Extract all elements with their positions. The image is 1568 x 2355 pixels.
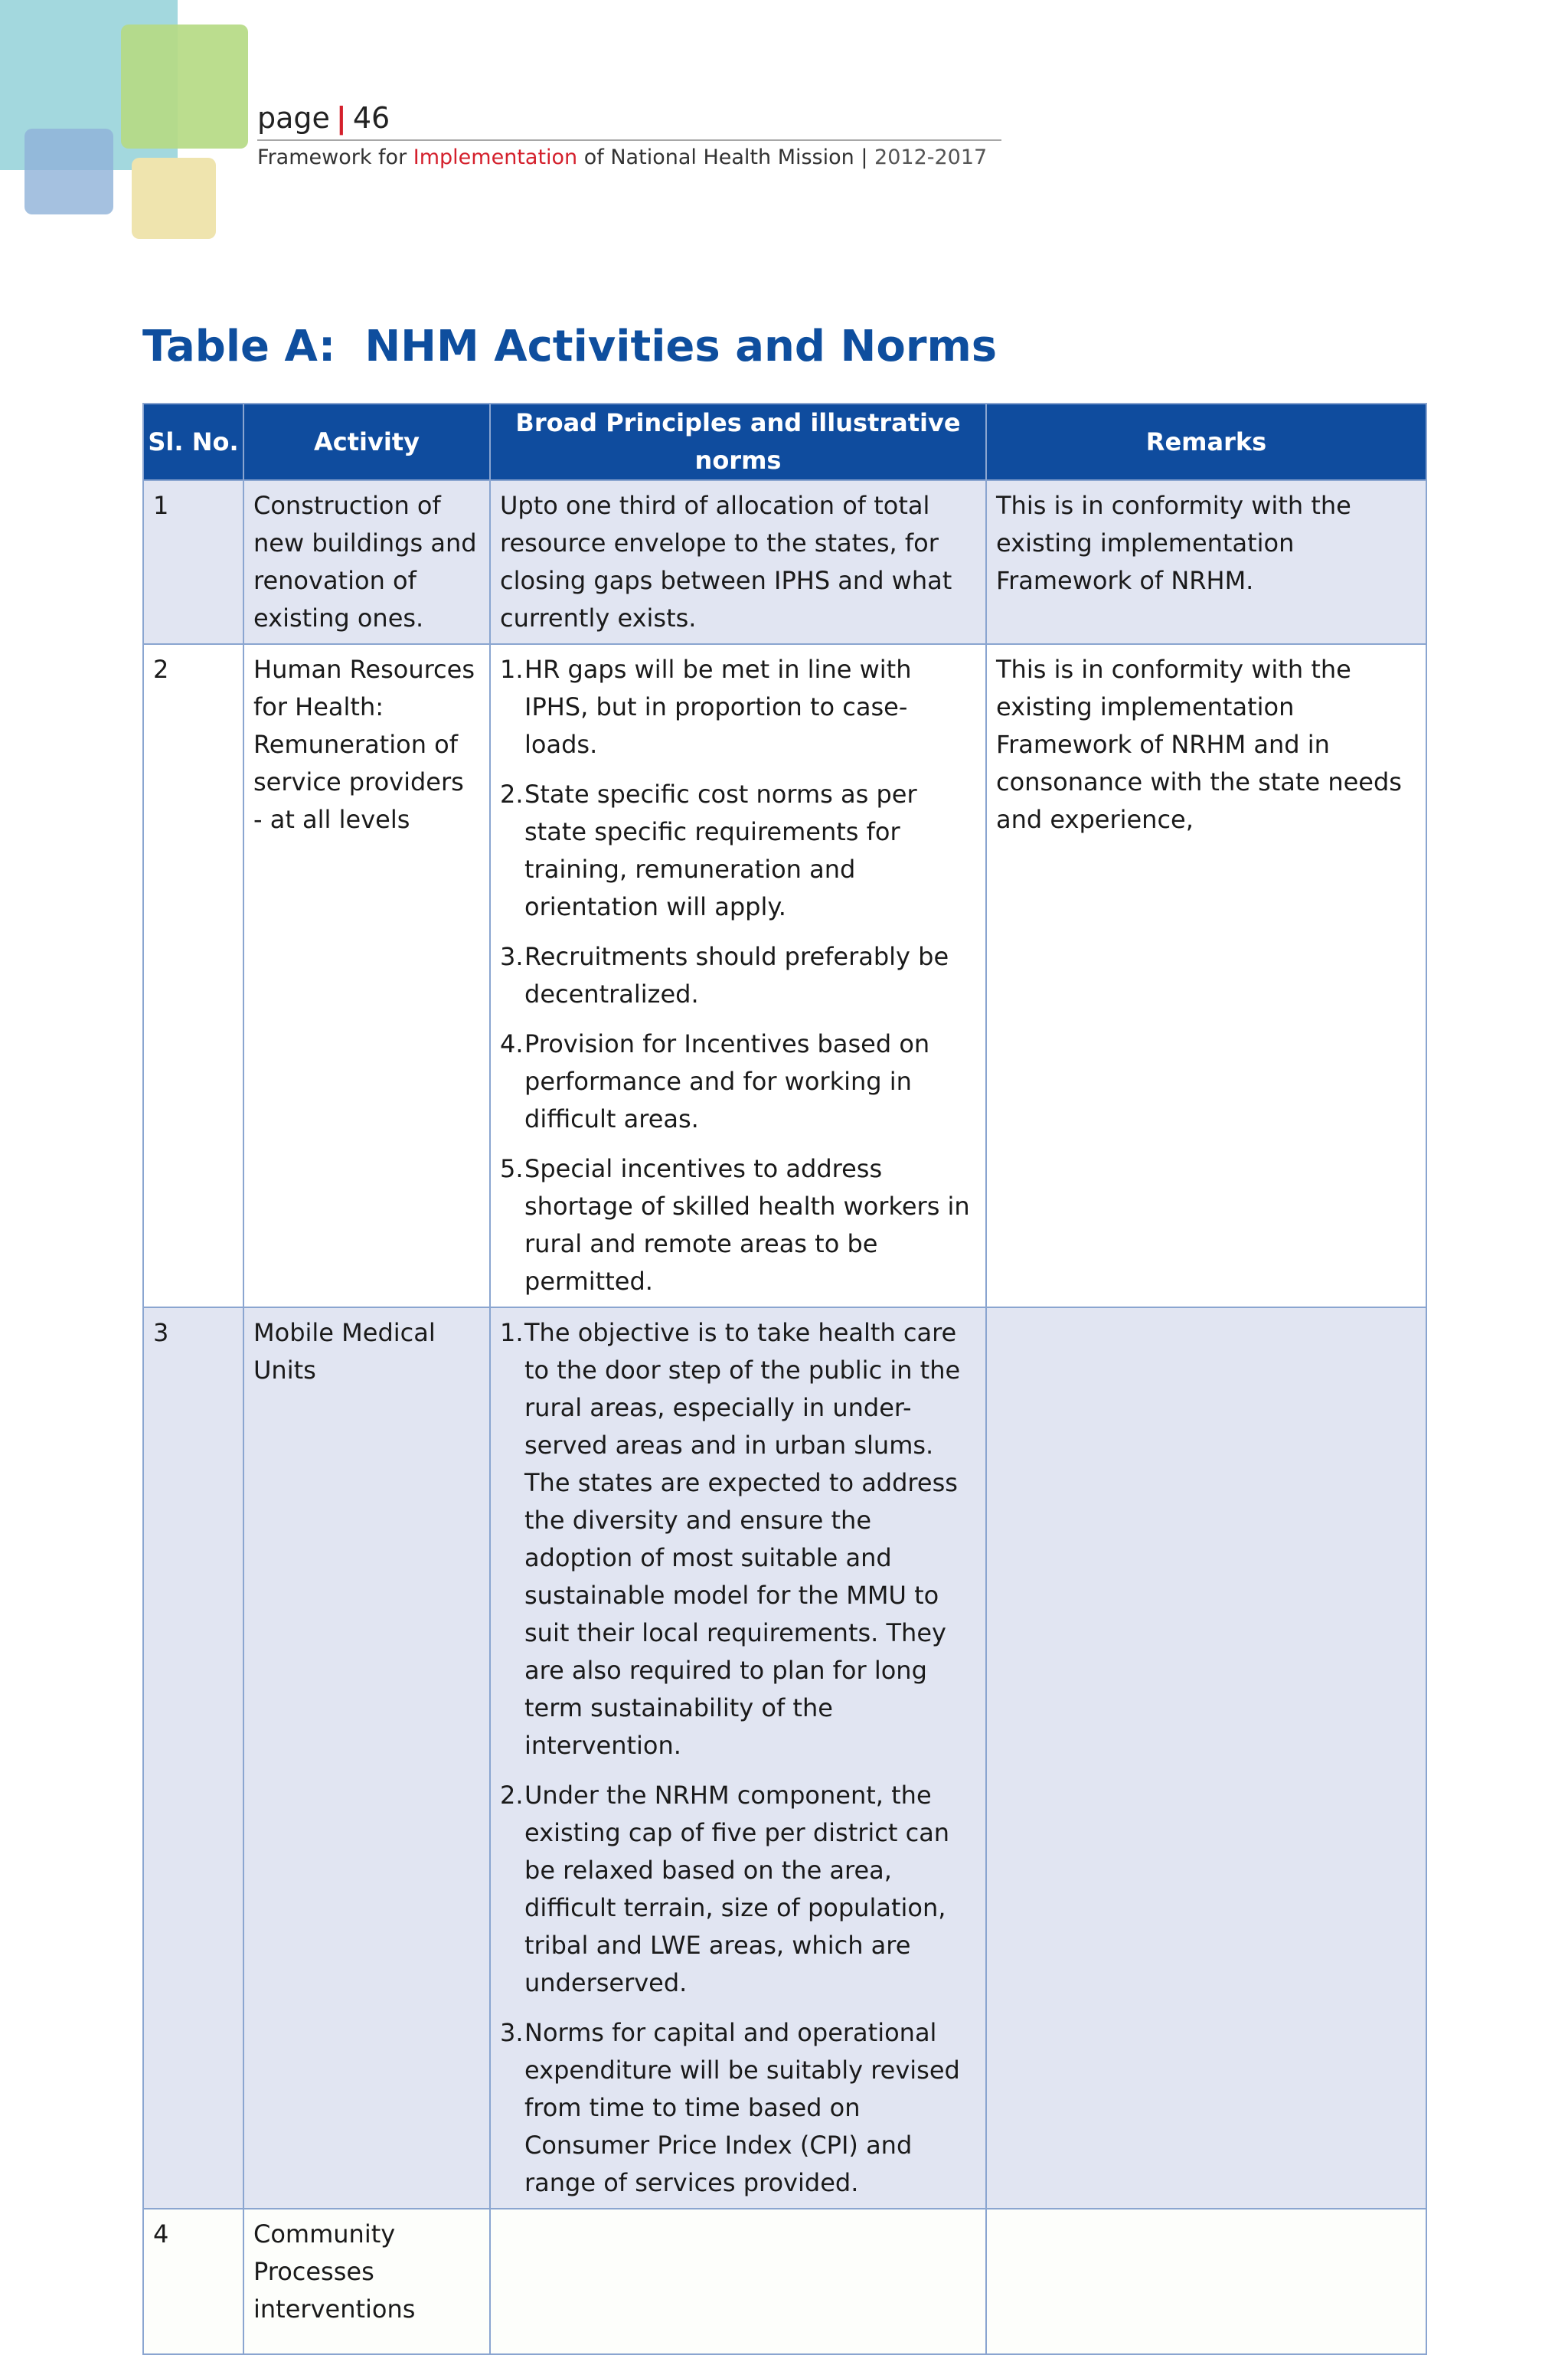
col-header-remarks: Remarks	[986, 404, 1426, 480]
col-header-sl-no: Sl. No.	[143, 404, 243, 480]
subtitle-pre: Framework for	[257, 146, 413, 169]
col-header-activity: Activity	[243, 404, 490, 480]
list-item: 4. Provision for Incentives based on performance and for working in difficult areas.	[500, 1029, 930, 1133]
cell-activity: Construction of new buildings and renovation of existing ones.	[243, 480, 490, 644]
cell-principles	[490, 644, 986, 1307]
table-title-label: Table A:	[142, 322, 336, 371]
page-header	[257, 98, 1001, 173]
list-item: 1. HR gaps will be met in line with IPHS, but in proportion to case-loads.	[500, 655, 912, 759]
col-header-principles: Broad Principles and illustrative norms	[490, 404, 986, 480]
list-item: 3. Recruitments should preferably be decentralized.	[500, 942, 949, 1009]
page-separator: |	[335, 101, 347, 135]
principles-list	[500, 1314, 976, 2202]
cell-sl-no: 2	[143, 644, 243, 1307]
principles-list	[500, 651, 976, 1300]
table-title	[142, 322, 997, 371]
cell-principles	[490, 1307, 986, 2209]
cell-remarks	[986, 2209, 1426, 2354]
cell-principles	[490, 2209, 986, 2354]
cell-sl-no: 1	[143, 480, 243, 644]
page-number-line	[257, 98, 1001, 138]
page-label: page	[257, 101, 330, 135]
list-item: 2. State specific cost norms as per state specific requirements for training, remuneration and orientation will apply.	[500, 780, 917, 921]
table-title-name: NHM Activities and Norms	[364, 322, 998, 371]
subtitle-accent: Implementation	[413, 146, 578, 169]
list-item: 3. Norms for capital and operational expenditure will be suitably revised from time to time based on Consumer Price Index (CPI) and range of services provided.	[500, 2018, 960, 2197]
table-header-row	[143, 404, 1426, 480]
cell-remarks: This is in conformity with the existing implementation Framework of NRHM.	[986, 480, 1426, 644]
subtitle-separator: |	[854, 146, 875, 169]
table-row	[143, 2209, 1426, 2354]
decor-square-yellow	[132, 158, 216, 239]
norms-table	[142, 403, 1427, 2355]
cell-remarks	[986, 1307, 1426, 2209]
cell-activity: Community Processes interventions	[243, 2209, 490, 2354]
header-rule	[257, 139, 1001, 141]
subtitle-post: of National Health Mission	[577, 146, 854, 169]
document-subtitle	[257, 142, 1001, 173]
cell-sl-no: 3	[143, 1307, 243, 2209]
list-item: 1. The objective is to take health care to the door step of the public in the rural areas, especially in under-served areas and in urban slums. The states are expected to address the diversity and ensure the adoption of most suitable and sustainable model for the MMU to suit their local requirements. They are also required to plan for long term sustainability of the intervention.	[500, 1318, 961, 1760]
table-row	[143, 480, 1426, 644]
list-item: 2. Under the NRHM component, the existing cap of five per district can be relaxed based on the area, difficult terrain, size of population, tribal and LWE areas, which are underserved.	[500, 1781, 950, 1997]
decor-square-green	[121, 25, 248, 149]
cell-sl-no: 4	[143, 2209, 243, 2354]
cell-principles: Upto one third of allocation of total resource envelope to the states, for closing gaps between IPHS and what currently exists.	[490, 480, 986, 644]
cell-activity: Mobile Medical Units	[243, 1307, 490, 2209]
table-row	[143, 644, 1426, 1307]
cell-activity: Human Resources for Health: Remuneration of service providers - at all levels	[243, 644, 490, 1307]
decor-square-blue	[24, 129, 113, 214]
list-item: 5. Special incentives to address shortage of skilled health workers in rural and remote areas to be permitted.	[500, 1154, 970, 1296]
cell-remarks: This is in conformity with the existing implementation Framework of NRHM and in consonance with the state needs and experience,	[986, 644, 1426, 1307]
page-number: 46	[352, 101, 390, 135]
subtitle-years: 2012-2017	[874, 146, 988, 169]
table-row	[143, 1307, 1426, 2209]
